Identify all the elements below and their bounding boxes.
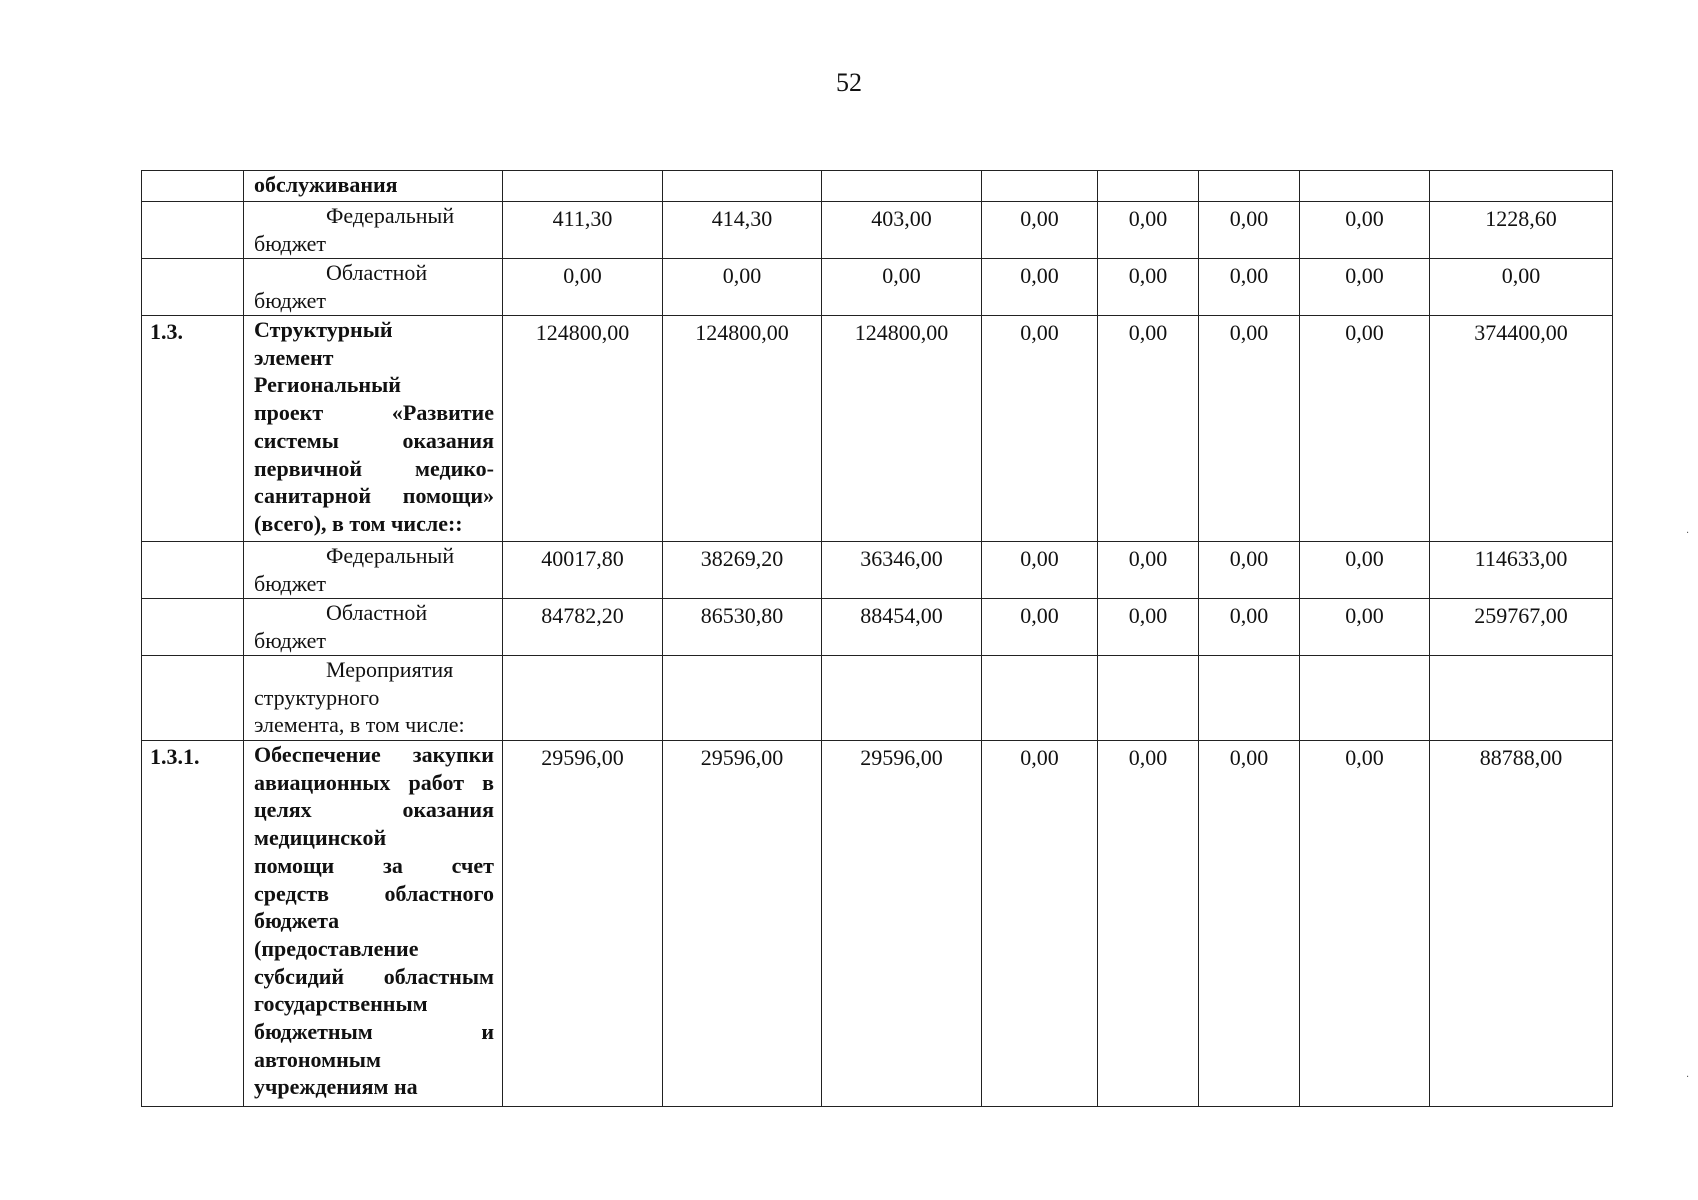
table-row (142, 259, 1613, 316)
value-cell: 0,00 (1300, 542, 1430, 599)
value-cell: 0,00 (1098, 202, 1199, 259)
row-name-line: автономным (254, 1046, 381, 1072)
row-name-line: Региональный (254, 372, 401, 398)
value-cell: 0,00 (1199, 259, 1300, 316)
value-cell: 29596,00 (663, 741, 822, 1107)
row-name-line: целях оказания (254, 797, 494, 823)
value-cell (1199, 171, 1300, 202)
row-name-line: бюджет (254, 627, 326, 653)
row-name (244, 171, 503, 202)
value-cell (982, 656, 1098, 741)
value-cell: 1228,60 (1430, 202, 1613, 259)
value-cell (982, 171, 1098, 202)
row-name-line: структурного (254, 684, 380, 710)
row-name-line: Областной (326, 600, 428, 625)
table-row (142, 202, 1613, 259)
value-cell: 0,00 (822, 259, 982, 316)
value-cell (822, 171, 982, 202)
value-cell (663, 171, 822, 202)
value-cell (1098, 656, 1199, 741)
row-name-line: субсидий областным (254, 963, 494, 989)
value-cell: 0,00 (1199, 599, 1300, 656)
value-cell: 114633,00 (1430, 542, 1613, 599)
value-cell: 29596,00 (503, 741, 663, 1107)
value-cell: 86530,80 (663, 599, 822, 656)
row-name-line: обслуживания (254, 172, 398, 197)
value-cell (1098, 171, 1199, 202)
page-number: 52 (836, 68, 862, 97)
row-name-line: авиационных работ в (254, 769, 494, 795)
value-cell: 124800,00 (663, 316, 822, 542)
row-name-line: (предоставление (254, 935, 419, 961)
row-name-line: бюджетным и (254, 1019, 494, 1045)
value-cell: 403,00 (822, 202, 982, 259)
value-cell (822, 656, 982, 741)
row-name (244, 259, 503, 316)
row-name-line: системы оказания (254, 427, 494, 453)
value-cell: 0,00 (982, 259, 1098, 316)
scan-mark: · (1686, 1072, 1690, 1083)
value-cell: 0,00 (663, 259, 822, 316)
value-cell: 259767,00 (1430, 599, 1613, 656)
row-name-line: Структурный (254, 317, 393, 342)
row-name-line: Федеральный (326, 203, 455, 228)
row-name-line: государственным (254, 991, 428, 1017)
value-cell: 84782,20 (503, 599, 663, 656)
value-cell: 0,00 (1300, 316, 1430, 542)
value-cell (1199, 656, 1300, 741)
row-name (244, 202, 503, 259)
value-cell: 0,00 (1300, 202, 1430, 259)
value-cell: 40017,80 (503, 542, 663, 599)
value-cell (1300, 656, 1430, 741)
row-name (244, 542, 503, 599)
row-name-line: средств областного (254, 880, 494, 906)
value-cell (503, 171, 663, 202)
row-name-line: бюджет (254, 570, 326, 596)
row-name (244, 656, 503, 741)
row-name-line: первичной медико- (254, 455, 494, 481)
table-row (142, 599, 1613, 656)
value-cell (503, 656, 663, 741)
value-cell: 0,00 (982, 599, 1098, 656)
row-name-line: проект «Развитие (254, 400, 494, 426)
value-cell: 0,00 (1199, 741, 1300, 1107)
value-cell: 414,30 (663, 202, 822, 259)
row-name-line: медицинской (254, 825, 387, 851)
row-name-line: (всего), в том числе:: (254, 510, 463, 536)
row-number (142, 542, 244, 599)
value-cell: 0,00 (1098, 259, 1199, 316)
row-name-line: Федеральный (326, 543, 455, 568)
row-name-line: бюджет (254, 230, 326, 256)
row-name-line: элемент (254, 344, 334, 370)
row-name-line: Обеспечение закупки (254, 742, 494, 767)
row-number (142, 171, 244, 202)
row-number: 1.3.1. (142, 741, 244, 1107)
row-number (142, 656, 244, 741)
value-cell: 374400,00 (1430, 316, 1613, 542)
value-cell (1430, 171, 1613, 202)
row-number (142, 599, 244, 656)
value-cell: 0,00 (982, 202, 1098, 259)
value-cell: 36346,00 (822, 542, 982, 599)
row-name-line: Мероприятия (326, 657, 454, 682)
value-cell: 0,00 (1098, 316, 1199, 542)
value-cell (1430, 656, 1613, 741)
row-number (142, 259, 244, 316)
value-cell: 0,00 (1199, 202, 1300, 259)
value-cell: 124800,00 (503, 316, 663, 542)
value-cell (663, 656, 822, 741)
table-row (142, 316, 1613, 542)
budget-table-body (142, 171, 1613, 1107)
value-cell (1300, 171, 1430, 202)
table-row (142, 741, 1613, 1107)
value-cell: 124800,00 (822, 316, 982, 542)
value-cell: 0,00 (1098, 542, 1199, 599)
row-name (244, 599, 503, 656)
value-cell: 0,00 (1199, 316, 1300, 542)
row-name-line: помощи за счет (254, 852, 494, 878)
value-cell: 0,00 (1430, 259, 1613, 316)
table-row (142, 171, 1613, 202)
row-name-line: бюджета (254, 908, 340, 934)
value-cell: 0,00 (503, 259, 663, 316)
value-cell: 0,00 (1300, 741, 1430, 1107)
value-cell: 88788,00 (1430, 741, 1613, 1107)
row-number (142, 202, 244, 259)
row-name (244, 316, 503, 542)
budget-table (141, 170, 1613, 1107)
value-cell: 0,00 (982, 542, 1098, 599)
row-name-line: Областной (326, 260, 428, 285)
value-cell: 411,30 (503, 202, 663, 259)
value-cell: 0,00 (1300, 599, 1430, 656)
table-row (142, 542, 1613, 599)
row-name-line: учреждениям на (254, 1074, 418, 1100)
row-name-line: санитарной помощи» (254, 483, 494, 509)
value-cell: 0,00 (1300, 259, 1430, 316)
row-name-line: бюджет (254, 287, 326, 313)
value-cell: 0,00 (1199, 542, 1300, 599)
value-cell: 38269,20 (663, 542, 822, 599)
value-cell: 88454,00 (822, 599, 982, 656)
scan-mark: · (1686, 528, 1690, 539)
row-name-line: элемента, в том числе: (254, 712, 465, 738)
value-cell: 0,00 (1098, 741, 1199, 1107)
value-cell: 0,00 (982, 316, 1098, 542)
value-cell: 0,00 (1098, 599, 1199, 656)
table-row (142, 656, 1613, 741)
row-number: 1.3. (142, 316, 244, 542)
value-cell: 0,00 (982, 741, 1098, 1107)
row-name (244, 741, 503, 1107)
value-cell: 29596,00 (822, 741, 982, 1107)
